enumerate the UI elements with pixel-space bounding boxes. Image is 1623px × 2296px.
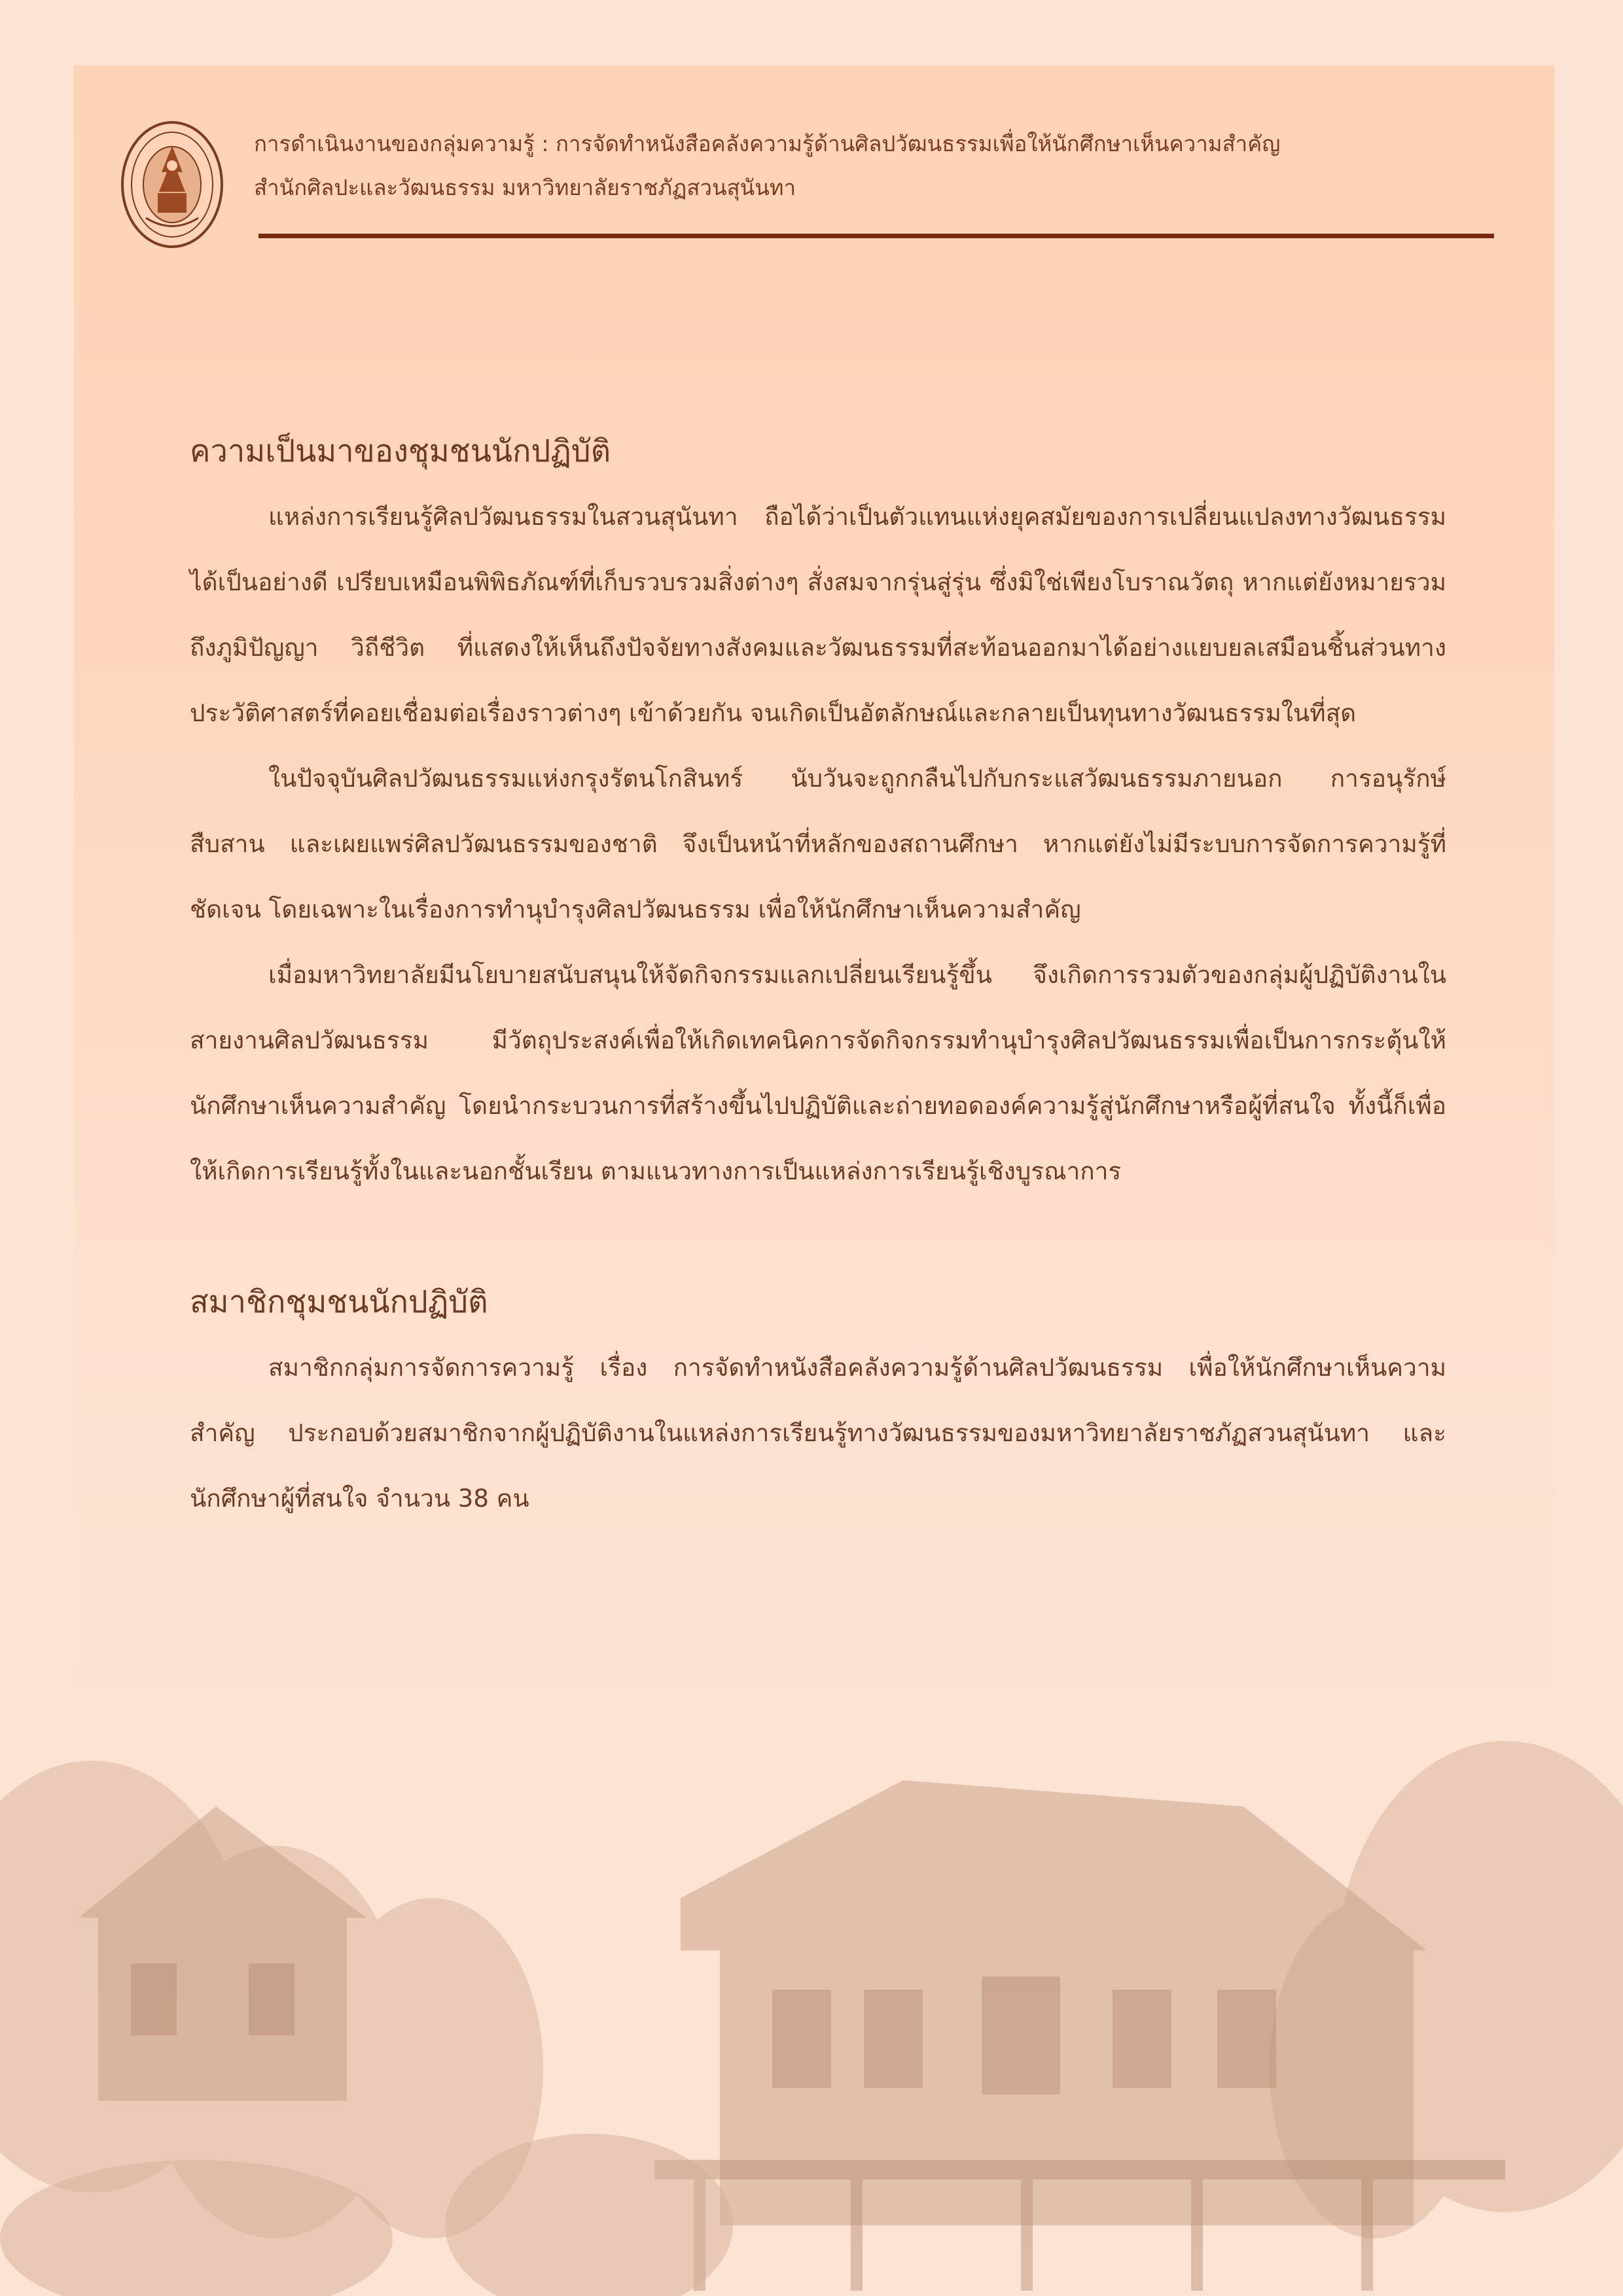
document-header	[120, 120, 1494, 251]
section-title-members: สมาชิกชุมชนนักปฏิบัติ	[190, 1284, 488, 1320]
section-spacer	[190, 1204, 1446, 1270]
paragraph-background-3: เมื่อมหาวิทยาลัยมีนโยบายสนับสนุนให้จัดกิจกรรมแลกเปลี่ยนเรียนรู้ขึ้น จึงเกิดการรวมตัวของกลุ่มผู้ปฏิบัติงานในสายงานศิลปวัฒนธรรม มีวัตถุประสงค์เพื่อให้เกิดเทคนิคการจัดกิจกรรมทำนุบำรุงศิลปวัฒนธรรมเพื่อเป็นการกระตุ้นให้นักศึกษาเห็นความสำคัญ โดยนำกระบวนการที่สร้างขึ้นไปปฏิบัติและถ่ายทอดองค์ความรู้สู่นักศึกษาหรือผู้ที่สนใจ ทั้งนี้ก็เพื่อให้เกิดการเรียนรู้ทั้งในและนอกชั้นเรียน ตามแนวทางการเป็นแหล่งการเรียนรู้เชิงบูรณาการ	[190, 961, 1446, 1185]
header-office-name: สำนักศิลปะและวัฒนธรรม มหาวิทยาลัยราชภัฏสวนสุนันทา	[254, 175, 796, 200]
header-divider	[259, 234, 1494, 238]
university-seal-icon	[120, 120, 224, 249]
header-project-title: การดำเนินงานของกลุ่มความรู้ : การจัดทำหนังสือคลังความรู้ด้านศิลปวัฒนธรรมเพื่อให้นักศึกษาเห็นความสำคัญ	[254, 131, 1281, 156]
paragraph-background-2: ในปัจจุบันศิลปวัฒนธรรมแห่งกรุงรัตนโกสินทร์ นับวันจะถูกกลืนไปกับกระแสวัฒนธรรมภายนอก การอนุรักษ์ สืบสาน และเผยแพร่ศิลปวัฒนธรรมของชาติ จึงเป็นหน้าที่หลักของสถานศึกษา หากแต่ยังไม่มีระบบการจัดการความรู้ที่ชัดเจน โดยเฉพาะในเรื่องการทำนุบำรุงศิลปวัฒนธรรม เพื่อให้นักศึกษาเห็นความสำคัญ	[190, 764, 1446, 924]
section-title-background: ความเป็นมาของชุมชนนักปฏิบัติ	[190, 433, 611, 469]
paragraph-background-1: แหล่งการเรียนรู้ศิลปวัฒนธรรมในสวนสุนันทา ถือได้ว่าเป็นตัวแทนแห่งยุคสมัยของการเปลี่ยนแปลงทางวัฒนธรรมได้เป็นอย่างดี เปรียบเหมือนพิพิธภัณฑ์ที่เก็บรวบรวมสิ่งต่างๆ สั่งสมจากรุ่นสู่รุ่น ซึ่งมิใช่เพียงโบราณวัตถุ หากแต่ยังหมายรวมถึงภูมิปัญญา วิถีชีวิต ที่แสดงให้เห็นถึงปัจจัยทางสังคมและวัฒนธรรมที่สะท้อนออกมาได้อย่างแยบยลเสมือนชิ้นส่วนทางประวัติศาสตร์ที่คอยเชื่อมต่อเรื่องราวต่างๆ เข้าด้วยกัน จนเกิดเป็นอัตลักษณ์และกลายเป็นทุนทางวัฒนธรรมในที่สุด	[190, 503, 1446, 727]
document-body	[190, 419, 1446, 1532]
background-house-illustration	[0, 1702, 1623, 2296]
paragraph-members-1: สมาชิกกลุ่มการจัดการความรู้ เรื่อง การจัดทำหนังสือคลังความรู้ด้านศิลปวัฒนธรรม เพื่อให้นักศึกษาเห็นความสำคัญ ประกอบด้วยสมาชิกจากผู้ปฏิบัติงานในแหล่งการเรียนรู้ทางวัฒนธรรมของมหาวิทยาลัยราชภัฏสวนสุนันทา และนักศึกษาผู้ที่สนใจ จำนวน 38 คน	[190, 1354, 1446, 1513]
